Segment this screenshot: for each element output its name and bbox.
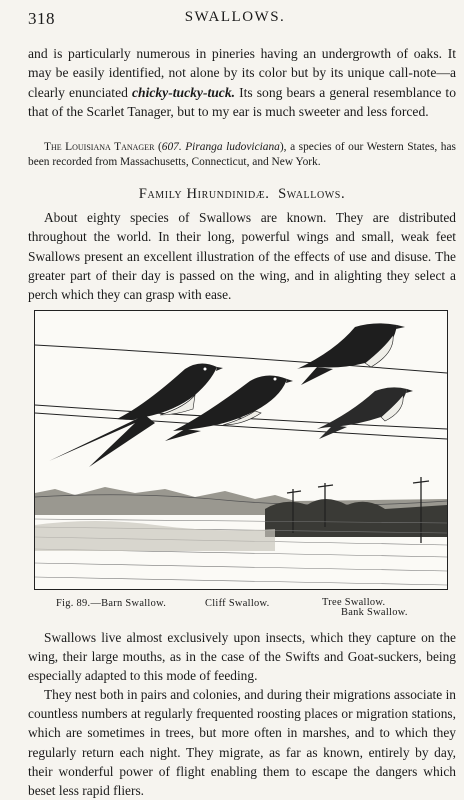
page-header	[28, 9, 442, 31]
paragraph-migration: They nest both in pairs and colonies, and during their migrations associate in countless numbers at regularly frequented roosting places or migration stations, which are sometimes in trees, but more often in marshes, and to which they regularly return each night. They migrate, as far as known, entirely by day, their wonderful power of flight enabling them to escape the dangers which beset less rapid fliers.	[28, 687, 456, 798]
species-name: The Louisiana Tanager	[44, 141, 155, 153]
page-number: 318	[28, 9, 55, 28]
running-title: SWALLOWS.	[184, 9, 286, 25]
scientific-name: Piranga ludoviciana	[181, 141, 280, 153]
caption-bank-swallow: Bank Swallow.	[341, 607, 408, 618]
family-name: Family Hirundinidæ.	[138, 186, 270, 202]
engraving-svg	[35, 311, 447, 589]
paragraphs-habits	[28, 628, 456, 800]
note-text: (	[154, 141, 162, 153]
note-text: ), a species of our Western States, has been recorded from Massachusetts, Connecticut, and New York.	[28, 141, 456, 169]
paragraph-text: and is particularly numerous in pineries having an undergrowth of oaks. It may be easily identified, not alone by its color but by its unique call-note—a clearly enunciated	[28, 46, 456, 100]
tree-swallow	[297, 323, 405, 385]
paragraph-feeding: Swallows live almost exclusively upon insects, which they capture on the wing, their large mouths, as in the case of the Swifts and Goat-suckers, being especially adapted to this mode of feeding.	[28, 630, 456, 684]
family-heading	[28, 186, 456, 203]
species-number: 607.	[161, 141, 182, 153]
paragraph-swallows-intro: About eighty species of Swallows are known. They are distributed throughout the world. In their long, powerful wings and small, weak feet Swallows present an excellent illustration of the effects of use and disuse. The greater part of their day is passed on the wing, and in alighting they select a perch which they can grasp with ease.	[28, 210, 456, 303]
family-common-name: Swallows.	[278, 186, 346, 202]
caption-tree-swallow: Tree Swallow.	[322, 597, 386, 608]
caption-cliff-swallow: Cliff Swallow.	[205, 598, 270, 609]
call-note: chicky-tucky-tuck.	[131, 84, 236, 100]
bank-swallow	[317, 387, 413, 439]
caption-barn-swallow: Fig. 89.—Barn Swallow.	[56, 598, 167, 609]
paragraph-tanager	[28, 44, 456, 121]
paragraph-text: Its song bears a general resemblance to that of the Scarlet Tanager, but to my ear is much sweeter and less forced.	[28, 84, 456, 119]
swallow-illustration	[34, 310, 448, 590]
louisiana-tanager-note	[28, 140, 456, 171]
